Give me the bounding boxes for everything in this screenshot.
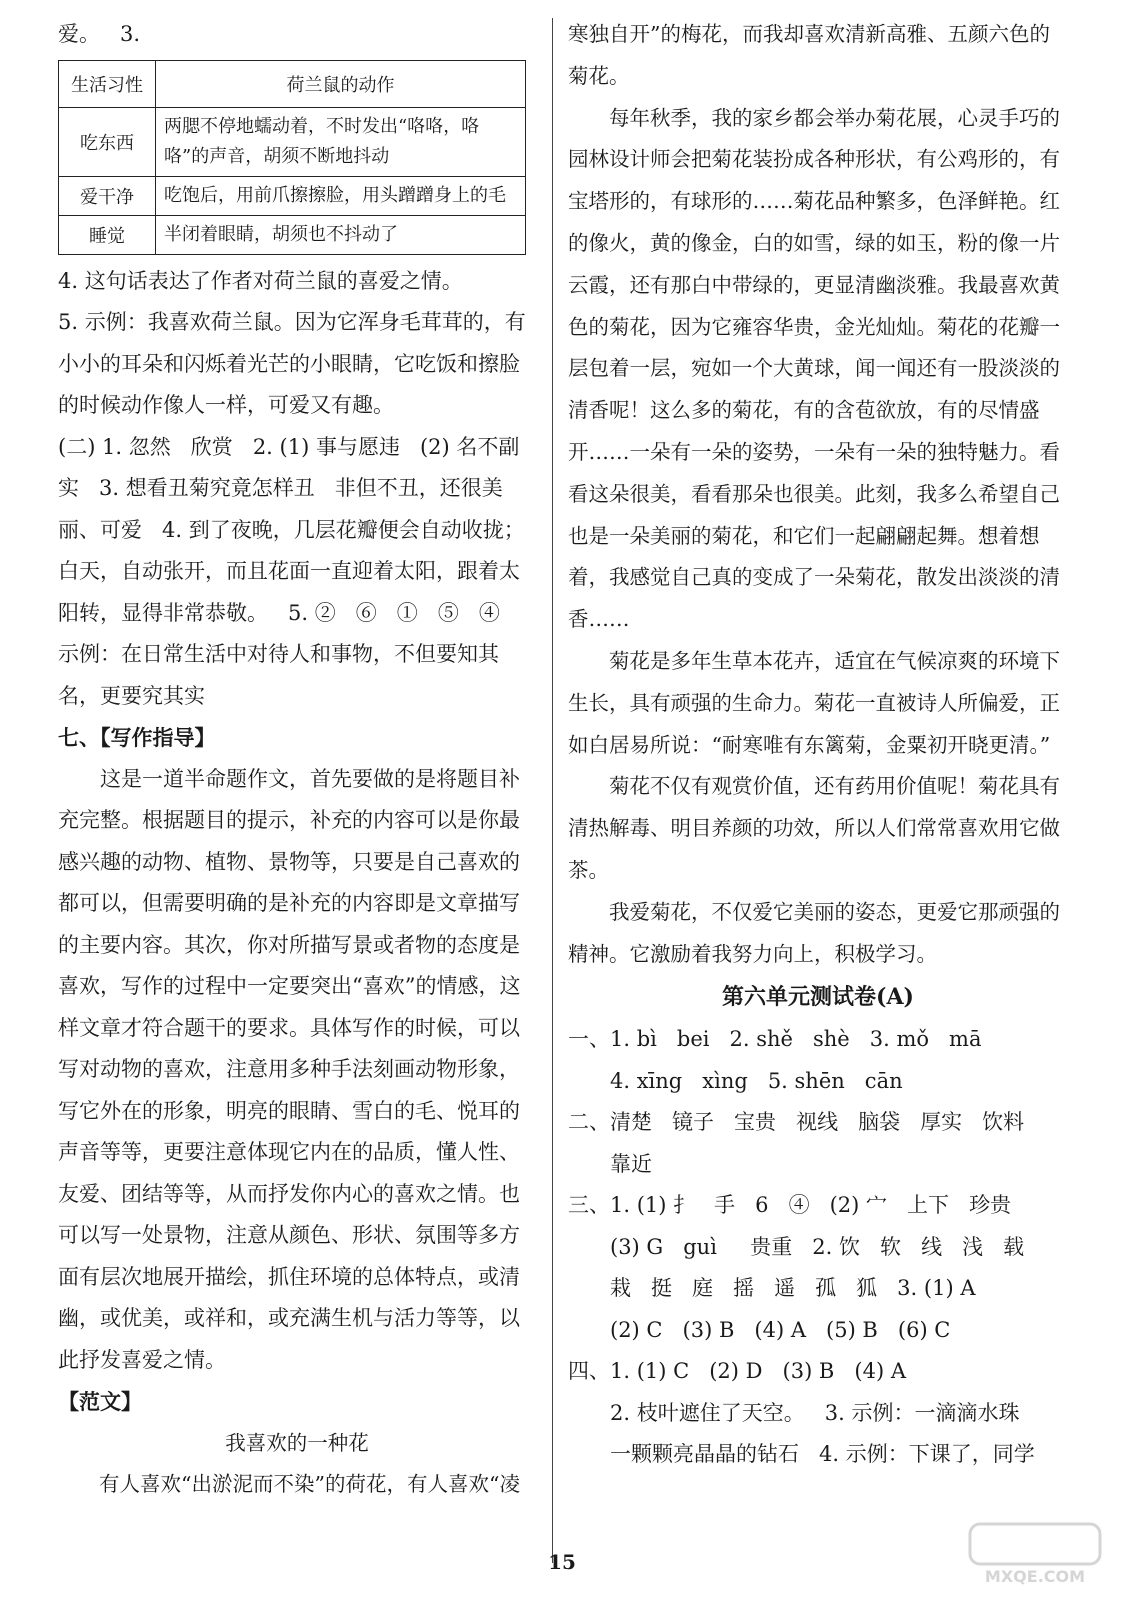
answer-part-2: (二) 1. 忽然 欣赏 2. (1) 事与愿违 (2) 名不副实 3. 想看丑菊究竟怎样丑 非但不丑，还很美丽、可爱 4. 到了夜晚，几层花瓣便会自动收拢；白天，自动张开，而且花面一直迎着太阳，跟着太阳转，显得非常恭敬。 5. ② ⑥ ① ⑤ ④ 示例：在日常生活中对待人和事物，不但要知其名，更要究其实 (58, 434, 525, 708)
answer-q3-line3: 栽 挺 庭 摇 遥 孤 狐 3. (1) A (610, 1276, 976, 1301)
page-number: 15 (548, 1550, 576, 1574)
answer-q4-line3: 一颗颗亮晶晶的钻石 4. 示例：下课了，同学 (610, 1442, 1035, 1467)
test-title: 第六单元测试卷(A) (722, 984, 914, 1011)
table-cell-habit: 爱干净 (59, 176, 156, 215)
habit-table (58, 60, 526, 255)
model-essay-label: 【范文】 (58, 1389, 142, 1414)
table-cell-action: 吃饱后，用前爪擦擦脸，用头蹭蹭身上的毛 (156, 176, 526, 215)
section-heading-writing-guide: 七、【写作指导】 (58, 725, 216, 750)
answer-q4-line1: 四、1. (1) C (2) D (3) B (4) A (568, 1359, 906, 1384)
watermark-text: MXQE.COM (984, 1567, 1086, 1586)
table-cell-habit: 睡觉 (59, 215, 156, 254)
table-cell-habit: 吃东西 (59, 107, 156, 176)
answer-q3-line1: 三、1. (1) 扌 手 6 ④ (2) 宀 上下 珍贵 (568, 1193, 1012, 1218)
table-row (59, 107, 526, 176)
essay-paragraph-1-end: 寒独自开”的梅花，而我却喜欢清新高雅、五颜六色的菊花。 (568, 22, 1050, 88)
table-header-habit: 生活习性 (59, 60, 156, 107)
answer-item-5: 5. 示例：我喜欢荷兰鼠。因为它浑身毛茸茸的，有小小的耳朵和闪烁着光芒的小眼睛，它吃饭和擦脸的时候动作像人一样，可爱又有趣。 (58, 310, 526, 417)
watermark-logo (960, 1520, 1110, 1590)
essay-paragraph-5: 我爱菊花，不仅爱它美丽的姿态，更爱它那顽强的精神。它激励着我努力向上，积极学习。 (568, 899, 1060, 966)
essay-paragraph-3: 菊花是多年生草本花卉，适宜在气候凉爽的环境下生长，具有顽强的生命力。菊花一直被诗人所偏爱，正如白居易所说：“耐寒唯有东篱菊，金粟初开晓更清。” (568, 648, 1060, 757)
answer-q3-line4: (2) C (3) B (4) A (5) B (6) C (610, 1317, 951, 1342)
answer-q2-line2: 靠近 (610, 1151, 652, 1176)
writing-guide-text: 这是一道半命题作文，首先要做的是将题目补充完整。根据题目的提示，补充的内容可以是你最感兴趣的动物、植物、景物等，只要是自己喜欢的都可以，但需要明确的是补充的内容即是文章描写的主要内容。其次，你对所描写景或者物的态度是喜欢，写作的过程中一定要突出“喜欢”的情感，这样文章才符合题干的要求。具体写作的时候，可以写对动物的喜欢，注意用多种手法刻画动物形象，写它外在的形象，明亮的眼睛、雪白的毛、悦耳的声音等等，更要注意体现它内在的品质，懂人性、友爱、团结等等，从而抒发你内心的喜欢之情。也可以写一处景物，注意从颜色、形状、氛围等多方面有层次地展开描绘，抓住环境的总体特点，或清幽，或优美，或祥和，或充满生机与活力等等，以此抒发喜爱之情。 (58, 766, 521, 1372)
table-cell-action: 两腮不停地蠕动着，不时发出“咯咯，咯咯”的声音，胡须不断地抖动 (156, 107, 526, 176)
answer-q3-line2: (3) G guì 贵重 2. 饮 软 线 浅 载 (610, 1234, 1025, 1259)
table-row (59, 215, 526, 254)
table-cell-action: 半闭着眼睛，胡须也不抖动了 (156, 215, 526, 254)
table-header-row (59, 60, 526, 107)
right-column (568, 14, 1068, 1476)
answer-q1-line1: 一、1. bì bei 2. shě shè 3. mǒ mā (568, 1027, 982, 1052)
answer-item-4: 4. 这句话表达了作者对荷兰鼠的喜爱之情。 (58, 268, 463, 293)
answer-line-love: 爱。 3. (58, 22, 141, 46)
column-divider (552, 18, 553, 1563)
answer-q2-line1: 二、清楚 镜子 宝贵 视线 脑袋 厚实 饮料 (568, 1110, 1025, 1135)
table-header-action: 荷兰鼠的动作 (156, 60, 526, 107)
essay-title: 我喜欢的一种花 (225, 1430, 369, 1455)
left-column (58, 14, 536, 1506)
essay-paragraph-1-start: 有人喜欢“出淤泥而不染”的荷花，有人喜欢“凌 (99, 1472, 520, 1497)
essay-paragraph-2: 每年秋季，我的家乡都会举办菊花展，心灵手巧的园林设计师会把菊花装扮成各种形状，有公鸡形的，有宝塔形的，有球形的……菊花品种繁多，色泽鲜艳。红的像火，黄的像金，白的如雪，绿的如玉，粉的像一片云霞，还有那白中带绿的，更显清幽淡雅。我最喜欢黄色的菊花，因为它雍容华贵，金光灿灿。菊花的花瓣一层包着一层，宛如一个大黄球，闻一闻还有一股淡淡的清香呢！这么多的菊花，有的含苞欲放，有的尽情盛开……一朵有一朵的姿势，一朵有一朵的独特魅力。看看这朵很美，看看那朵也很美。此刻，我多么希望自己也是一朵美丽的菊花，和它们一起翩翩起舞。想着想着，我感觉自己真的变成了一朵菊花，散发出淡淡的清香…… (568, 105, 1060, 632)
table-row (59, 176, 526, 215)
essay-paragraph-4: 菊花不仅有观赏价值，还有药用价值呢！菊花具有清热解毒、明目养颜的功效，所以人们常常喜欢用它做茶。 (568, 774, 1060, 882)
answer-q4-line2: 2. 枝叶遮住了天空。 3. 示例：一滴滴水珠 (610, 1400, 1020, 1425)
answer-q1-line2: 4. xīng xìng 5. shēn cān (610, 1068, 903, 1093)
